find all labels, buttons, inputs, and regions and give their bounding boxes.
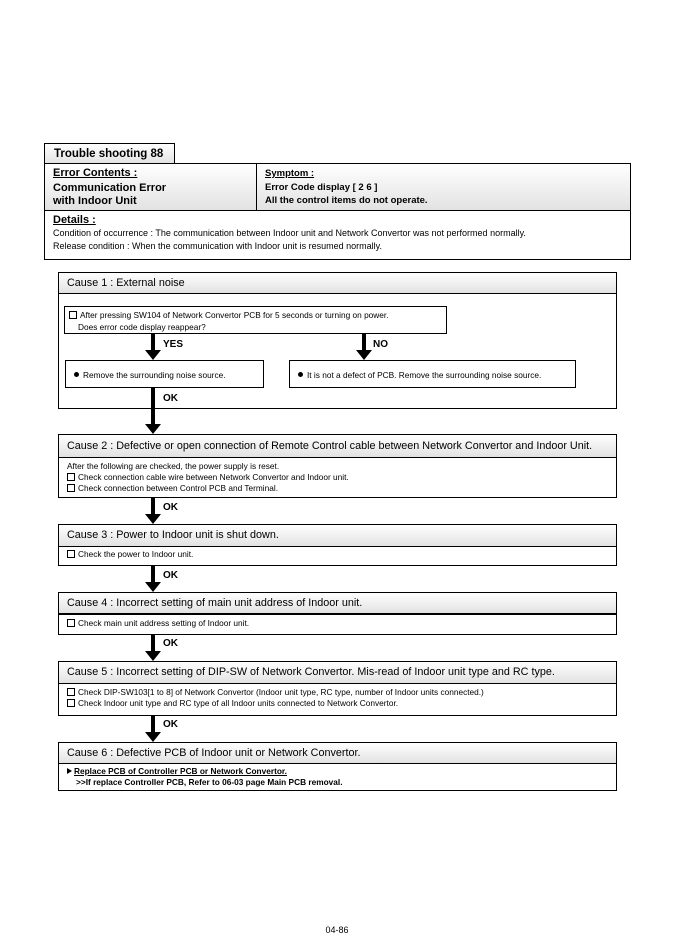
cause-2-check-2: Check connection between Control PCB and Terminal. [78, 483, 279, 493]
ok-arrow-icon [145, 716, 161, 742]
page-number: 04-86 [325, 925, 349, 935]
no-arrow-icon [356, 334, 372, 360]
cause-5-check-1: Check DIP-SW103[1 to 8] of Network Convertor (Indoor unit type, RC type, number of Indoor units connected.) [78, 687, 484, 697]
checkbox-icon [67, 619, 75, 627]
ok-label: OK [163, 502, 178, 513]
cause-3-title: Cause 3 : Power to Indoor unit is shut down. [58, 524, 617, 547]
details-occurrence: Condition of occurrence : The communication between Indoor unit and Network Convertor was not performed normally. [53, 228, 526, 238]
error-header [44, 163, 631, 211]
ok-label: OK [163, 393, 178, 404]
checkbox-icon [69, 311, 77, 319]
yes-label: YES [163, 339, 184, 350]
ok-label: OK [163, 638, 178, 649]
cause-5-check-2: Check Indoor unit type and RC type of all Indoor units connected to Network Convertor. [78, 698, 399, 708]
details-section [44, 210, 631, 260]
error-contents [45, 164, 257, 210]
ok-arrow-icon [145, 388, 161, 434]
ok-arrow-icon [145, 566, 161, 592]
cause-2-intro: After the following are checked, the power supply is reset. [67, 461, 280, 471]
no-label: NO [373, 339, 388, 350]
cause-4-check-1: Check main unit address setting of Indoor unit. [78, 618, 250, 628]
cause-6-title: Cause 6 : Defective PCB of Indoor unit or Network Convertor. [58, 742, 617, 764]
checkbox-icon [67, 699, 75, 707]
cause-2-body [58, 458, 617, 498]
cause-1-question-line-1: After pressing SW104 of Network Convertor PCB for 5 seconds or turning on power. [80, 310, 389, 320]
error-name-line-2: with Indoor Unit [53, 195, 137, 207]
details-release: Release condition : When the communication with Indoor unit is resumed normally. [53, 241, 382, 251]
checkbox-icon [67, 473, 75, 481]
ok-arrow-icon [145, 498, 161, 524]
cause-1-question-box [64, 306, 447, 334]
cause-1-title: Cause 1 : External noise [58, 272, 617, 294]
cause-6-body [58, 763, 617, 791]
cause-3-check-1: Check the power to Indoor unit. [78, 549, 194, 559]
bullet-icon [298, 372, 303, 377]
no-action-text: It is not a defect of PCB. Remove the surrounding noise source. [307, 370, 542, 380]
symptom-line-1: Error Code display [ 2 6 ] [265, 182, 378, 193]
error-contents-title: Error Contents : [53, 167, 138, 179]
checkbox-icon [67, 688, 75, 696]
triangle-bullet-icon [67, 768, 72, 774]
cause-6-action: Replace PCB of Controller PCB or Network Convertor. [74, 766, 287, 776]
cause-5-title: Cause 5 : Incorrect setting of DIP-SW of Network Convertor. Mis-read of Indoor unit type and RC type. [58, 661, 617, 684]
cause-1-question-line-2: Does error code display reappear? [78, 322, 206, 332]
symptom-line-2: All the control items do not operate. [265, 195, 428, 206]
checkbox-icon [67, 550, 75, 558]
cause-6-note: >>If replace Controller PCB, Refer to 06-03 page Main PCB removal. [76, 777, 343, 787]
cause-5-body [58, 683, 617, 716]
error-name-line-1: Communication Error [53, 182, 167, 194]
symptom-title: Symptom : [265, 168, 315, 179]
cause-4-title: Cause 4 : Incorrect setting of main unit address of Indoor unit. [58, 592, 617, 615]
cause-3-body [58, 546, 617, 566]
cause-4-body [58, 615, 617, 635]
yes-arrow-icon [145, 334, 161, 360]
ok-arrow-icon [145, 635, 161, 661]
yes-action-box [65, 360, 264, 388]
cause-2-title: Cause 2 : Defective or open connection of Remote Control cable between Network Convertor and Indoor Unit. [58, 434, 617, 458]
troubleshooting-tab: Trouble shooting 88 [44, 143, 175, 164]
yes-action-text: Remove the surrounding noise source. [83, 370, 226, 380]
details-title: Details : [53, 214, 96, 226]
ok-label: OK [163, 570, 178, 581]
bullet-icon [74, 372, 79, 377]
no-action-box [289, 360, 576, 388]
checkbox-icon [67, 484, 75, 492]
cause-2-check-1: Check connection cable wire between Network Convertor and Indoor unit. [78, 472, 349, 482]
ok-label: OK [163, 719, 178, 730]
symptom [257, 164, 630, 210]
